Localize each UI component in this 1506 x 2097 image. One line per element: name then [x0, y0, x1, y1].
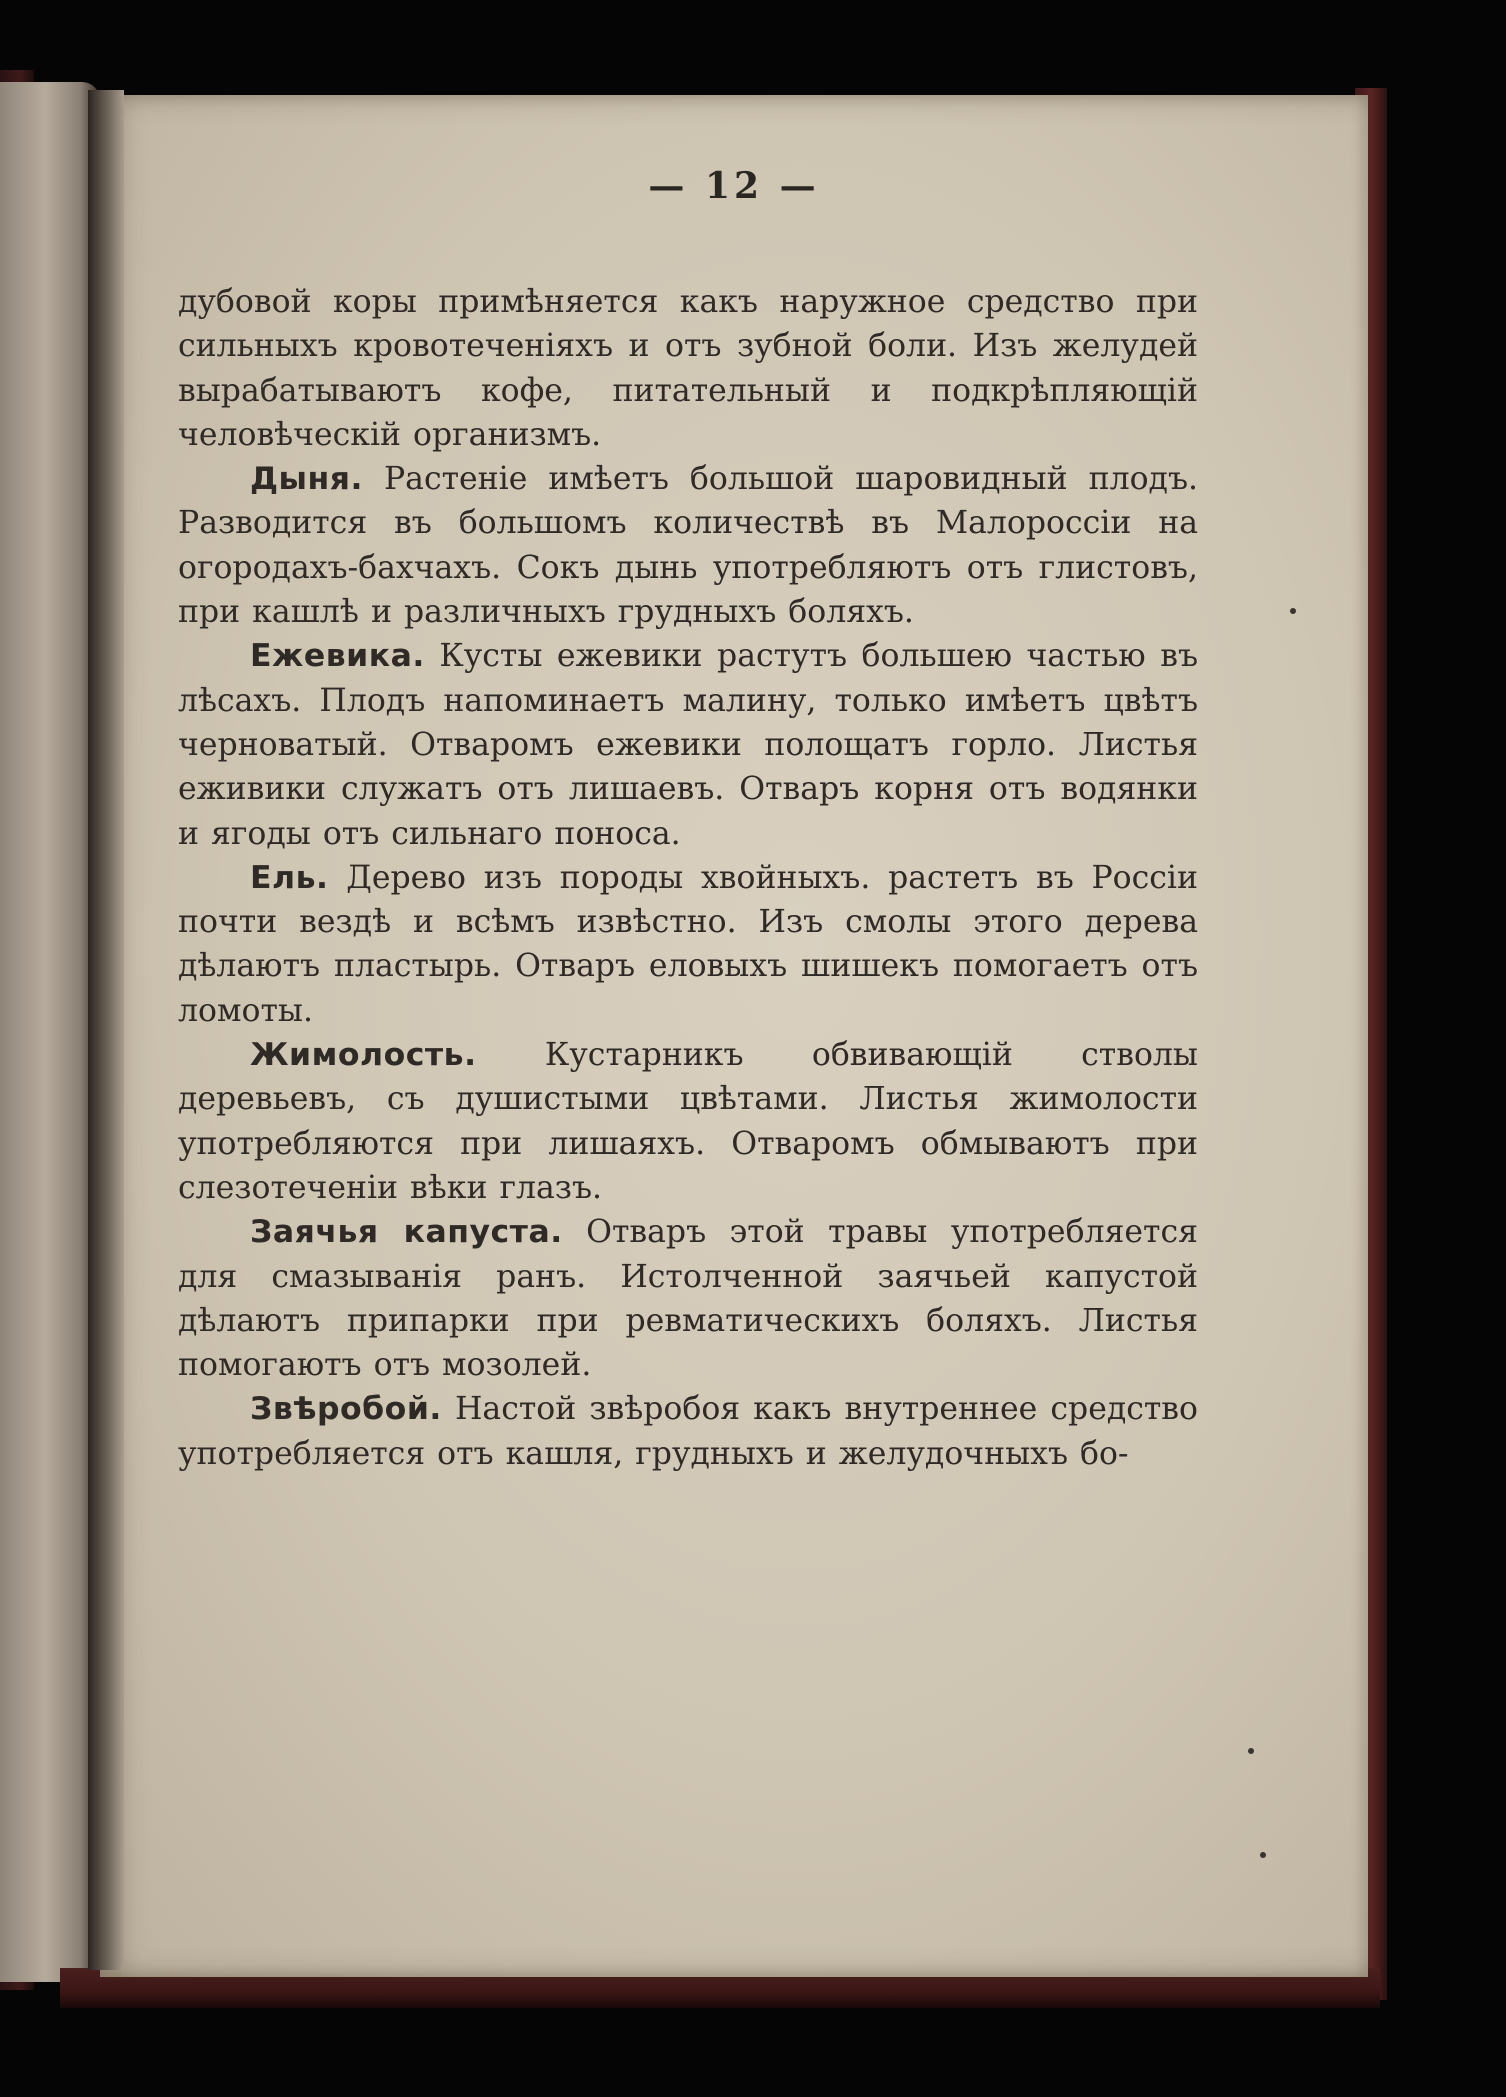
- entry-text: дубовой коры примѣняется какъ наружное средство при сильныхъ кровотеченіяхъ и отъ зубной боли. Изъ желудей вырабатываютъ кофе, питательный и подкрѣпляющій человѣческій организмъ.: [178, 284, 1198, 453]
- entry-term: Ель.: [250, 859, 329, 896]
- body-text: [178, 280, 1198, 1476]
- entry-paragraph: [178, 280, 1198, 457]
- paper-speck: [1248, 1748, 1254, 1754]
- entry-paragraph: [178, 634, 1198, 855]
- entry-text: Настой звѣробоя какъ внутреннее средство употребляется отъ кашля, грудныхъ и желудочныхъ бо-: [178, 1391, 1198, 1472]
- page-gutter: [88, 90, 124, 1970]
- entry-text: Растеніе имѣетъ большой шаровидный плодъ. Разводится въ большомъ количествѣ въ Малороссіи на огородахъ-бахчахъ. Сокъ дынь употребляютъ отъ глистовъ, при кашлѣ и различныхъ грудныхъ боляхъ.: [178, 461, 1199, 631]
- entry-term: Ежевика.: [250, 638, 425, 675]
- entry-text: Отваръ этой травы употребляется для смазыванія ранъ. Истолченной заячьей капустой дѣлаютъ припарки при ревматическихъ боляхъ. Листья помогаютъ отъ мозолей.: [178, 1214, 1198, 1384]
- entry-paragraph: [178, 1387, 1198, 1476]
- entry-paragraph: [178, 1210, 1198, 1387]
- paper-speck: [1290, 608, 1296, 614]
- page-number: — 12 —: [648, 165, 820, 207]
- book-page: [100, 95, 1368, 1977]
- entry-text: Кустарникъ обвивающій стволы деревьевъ, съ душистыми цвѣтами. Листья жимолости употребляются при лишаяхъ. Отваромъ обмываютъ при слезотеченіи вѣки глазъ.: [178, 1037, 1198, 1206]
- entry-term: Жимолость.: [250, 1037, 477, 1074]
- entry-paragraph: [178, 856, 1198, 1033]
- entry-term: Дыня.: [250, 461, 363, 498]
- entry-paragraph: [178, 457, 1198, 634]
- entry-term: Заячья капуста.: [250, 1214, 563, 1251]
- entry-text: Дерево изъ породы хвойныхъ. растетъ въ Россіи почти вездѣ и всѣмъ извѣстно. Изъ смолы этого дерева дѣлаютъ пластырь. Отваръ еловыхъ шишекъ помогаетъ отъ ломоты.: [178, 859, 1198, 1029]
- paper-speck: [1260, 1852, 1266, 1858]
- entry-text: Кусты ежевики растутъ большею частью въ лѣсахъ. Плодъ напоминаетъ малину, только имѣетъ цвѣтъ черноватый. Отваромъ ежевики полощатъ горло. Листья еживики служатъ отъ лишаевъ. Отваръ корня отъ водянки и ягоды отъ сильнаго поноса.: [178, 638, 1198, 852]
- entry-paragraph: [178, 1033, 1198, 1210]
- facing-page-edge: [0, 82, 100, 1982]
- entry-term: Звѣробой.: [250, 1391, 442, 1428]
